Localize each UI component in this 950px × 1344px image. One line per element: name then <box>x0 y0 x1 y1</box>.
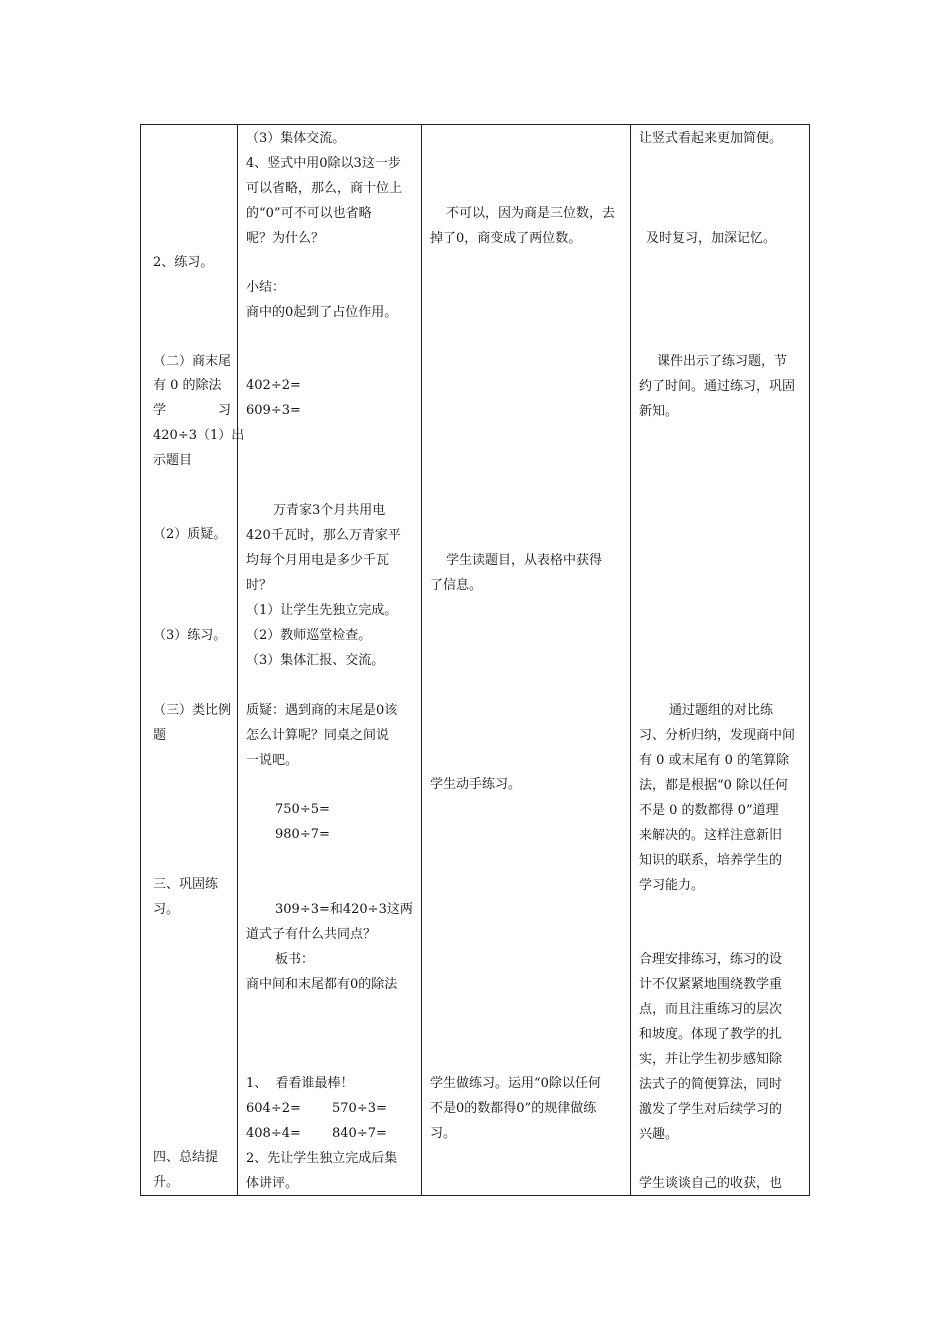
teacher-activity-line: 的“0”可不可以也省略 <box>246 206 372 221</box>
design-intent-line: 有 0 或末尾有 0 的笔算除 <box>639 753 790 768</box>
exercise-item: 570÷3= <box>332 1101 387 1116</box>
design-intent-line: 计不仅紧紧地围绕教学重 <box>639 977 783 992</box>
teacher-activity-line: （1）让学生先独立完成。 <box>246 603 398 618</box>
stage-label: （3）练习。 <box>153 628 227 643</box>
stage-label: （二）商末尾 <box>153 354 232 369</box>
exercise-item: 604÷2= <box>246 1101 301 1116</box>
student-activity-line: 不可以，因为商是三位数，去 <box>446 206 616 221</box>
design-intent-line: 课件出示了练习题，节 <box>657 354 788 369</box>
exercise-item: 408÷4= <box>246 1126 301 1141</box>
teacher-activity-line: （3）集体交流。 <box>246 131 346 146</box>
design-intent-line: 通过题组的对比练 <box>669 703 774 718</box>
stage-label: （三）类比例 <box>153 703 232 718</box>
stage-label: 420÷3（1）出 <box>153 428 245 443</box>
stage-label: 升。 <box>153 1175 180 1190</box>
teacher-activity-line: 万青家3个月共用电 <box>273 503 386 518</box>
exercise-item: 840÷7= <box>332 1126 387 1141</box>
design-intent-line: 法式子的简便算法，同时 <box>639 1077 783 1092</box>
design-intent-line: 兴趣。 <box>639 1127 679 1142</box>
design-intent-line: 法，都是根据“0 除以任何 <box>639 778 789 793</box>
design-intent-line: 来解决的。这样注意新旧 <box>639 828 783 843</box>
stage-label-part: 学 <box>153 403 167 418</box>
teacher-activity-line: （3）集体汇报、交流。 <box>246 653 385 668</box>
design-intent-line: 知识的联系，培养学生的 <box>639 853 783 868</box>
stage-label: 四、总结提 <box>153 1150 219 1165</box>
stage-label <box>153 403 231 419</box>
design-intent-line: 新知。 <box>639 404 679 419</box>
teacher-activity-line: 板书： <box>275 952 315 967</box>
design-intent-line: 点，而且注重练习的层次 <box>639 1002 783 1017</box>
student-activity-line: 了信息。 <box>430 578 483 593</box>
design-intent-line: 不是 0 的数都得 0”道理 <box>639 803 779 818</box>
column-divider <box>630 125 631 1195</box>
stage-label: 2、练习。 <box>153 255 214 270</box>
student-activity-line: 学生动手练习。 <box>430 777 522 792</box>
stage-label: 习。 <box>153 902 180 917</box>
student-activity-line: 不是0的数都得0”的规律做练 <box>430 1101 597 1116</box>
teacher-activity-line: 商中的0起到了占位作用。 <box>246 305 398 320</box>
teacher-activity-line: 怎么计算呢？同桌之间说 <box>246 728 390 743</box>
teacher-activity-line: （2）教师巡堂检查。 <box>246 628 372 643</box>
stage-label: 示题目 <box>153 453 193 468</box>
teacher-activity-line: 质疑：遇到商的末尾是0该 <box>246 703 398 718</box>
teacher-activity-line: 402÷2= <box>246 378 301 393</box>
design-intent-line: 和坡度。体现了教学的扎 <box>639 1027 783 1042</box>
stage-label: 题 <box>153 728 167 743</box>
stage-label-part: 习 <box>217 403 231 418</box>
design-intent-line: 及时复习，加深记忆。 <box>646 231 777 246</box>
design-intent-line: 习、分析归纳，发现商中间 <box>639 728 796 743</box>
teacher-activity-line: 小结： <box>246 280 286 295</box>
lesson-plan-table <box>140 124 810 1196</box>
teacher-activity-line: 呢？为什么？ <box>246 231 325 246</box>
design-intent-line: 合理安排练习，练习的设 <box>639 952 783 967</box>
design-intent-line: 学习能力。 <box>639 878 705 893</box>
teacher-activity-line: 体讲评。 <box>246 1176 299 1191</box>
student-activity-line: 掉了0，商变成了两位数。 <box>430 231 582 246</box>
stage-label: 三、巩固练 <box>153 877 219 892</box>
design-intent-line: 学生谈谈自己的收获，也 <box>639 1176 783 1191</box>
stage-label: （2）质疑。 <box>153 527 227 542</box>
design-intent-line: 激发了学生对后续学习的 <box>639 1102 783 1117</box>
teacher-activity-line: 980÷7= <box>275 827 330 842</box>
design-intent-line: 约了时间。通过练习，巩固 <box>639 379 796 394</box>
design-intent-line: 让竖式看起来更加简便。 <box>639 131 783 146</box>
teacher-activity-line: 商中间和末尾都有0的除法 <box>246 977 398 992</box>
teacher-activity-line: 2、先让学生独立完成后集 <box>246 1151 398 1166</box>
teacher-activity-line: 609÷3= <box>246 403 301 418</box>
teacher-activity-line: 750÷5= <box>275 802 330 817</box>
teacher-activity-line: 可以省略，那么，商十位上 <box>246 181 403 196</box>
student-activity-line: 学生做练习。运用“0除以任何 <box>430 1076 601 1091</box>
teacher-activity-line: 道式子有什么共同点？ <box>246 927 377 942</box>
teacher-activity-line: 时？ <box>246 578 273 593</box>
student-activity-line: 学生读题目，从表格中获得 <box>446 553 603 568</box>
teacher-activity-line: 1、 看看谁最棒！ <box>246 1076 354 1091</box>
teacher-activity-line: 一说吧。 <box>246 753 299 768</box>
teacher-activity-line: 309÷3=和420÷3这两 <box>275 902 413 917</box>
stage-label: 有 0 的除法 <box>153 378 222 393</box>
student-activity-line: 习。 <box>430 1126 457 1141</box>
column-divider <box>237 125 238 1195</box>
teacher-activity-line: 420千瓦时，那么万青家平 <box>246 528 401 543</box>
teacher-activity-line: 均每个月用电是多少千瓦 <box>246 553 390 568</box>
column-divider <box>421 125 422 1195</box>
teacher-activity-line: 4、竖式中用0除以3这一步 <box>246 156 401 171</box>
design-intent-line: 实，并让学生初步感知除 <box>639 1052 783 1067</box>
